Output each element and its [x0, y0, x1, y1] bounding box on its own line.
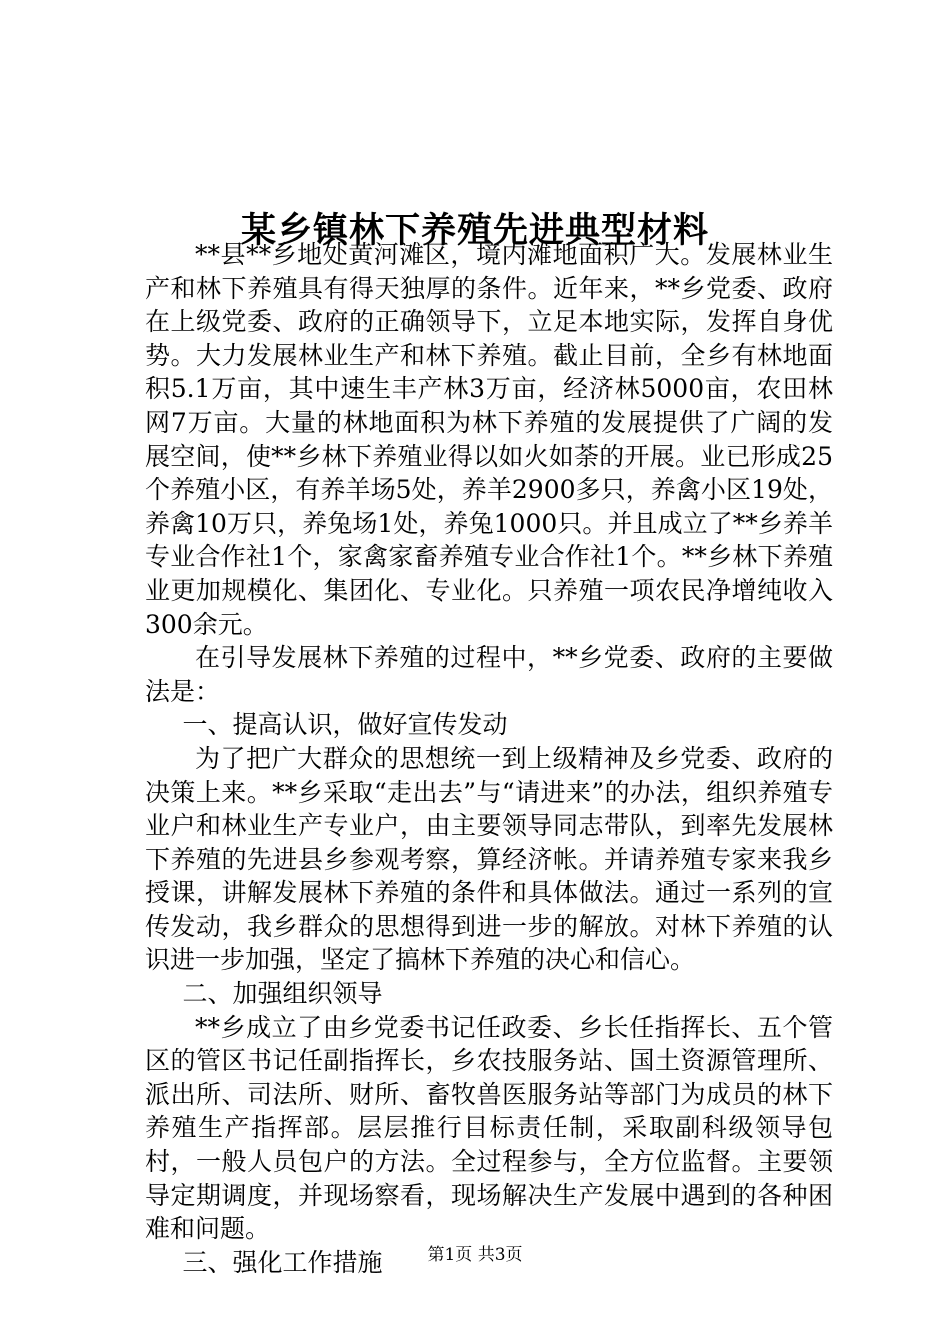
paragraph-section-2: **乡成立了由乡党委书记任政委、乡长任指挥长、五个管区的管区书记任副指挥长，乡农技服务站、国土资源管理所、派出所、司法所、财所、畜牧兽医服务站等部门为成员的林下养殖生产指挥部。层层推行目标责任制，采取副科级领导包村，一般人员包户的方法。全过程参与，全方位监督。主要领导定期调度，并现场察看，现场解决生产发展中遇到的各种困难和问题。 — [145, 1012, 833, 1244]
section-heading-1: 一、提高认识，做好宣传发动 — [182, 710, 508, 740]
section-heading-2: 二、加强组织领导 — [182, 979, 383, 1009]
document-body — [145, 238, 833, 1279]
section-heading-3: 三、强化工作措施 — [182, 1247, 383, 1277]
paragraph-section-1: 为了把广大群众的思想统一到上级精神及乡党委、政府的决策上来。**乡采取“走出去”与“请进来”的办法，组织养殖专业户和林业生产专业户，由主要领导同志带队，到率先发展林下养殖的先进县乡参观考察，算经济帐。并请养殖专家来我乡授课，讲解发展林下养殖的条件和具体做法。通过一系列的宣传发动，我乡群众的思想得到进一步的解放。对林下养殖的认识进一步加强，坚定了搞林下养殖的决心和信心。 — [145, 743, 833, 975]
paragraph-methods-lead: 在引导发展林下养殖的过程中，**乡党委、政府的主要做法是： — [145, 643, 833, 706]
paragraph-intro: **县**乡地处黄河滩区，境内滩地面积广大。发展林业生产和林下养殖具有得天独厚的条件。近年来，**乡党委、政府在上级党委、政府的正确领导下，立足本地实际，发挥自身优势。大力发展林业生产和林下养殖。截止目前，全乡有林地面积5.1万亩，其中速生丰产林3万亩，经济林5000亩，农田林网7万亩。大量的林地面积为林下养殖的发展提供了广阔的发展空间，使**乡林下养殖业得以如火如荼的开展。业已形成25个养殖小区，有养羊场5处，养羊2900多只，养禽小区19处，养禽10万只，养兔场1处，养兔1000只。并且成立了**乡养羊专业合作社1个，家禽家畜养殖专业合作社1个。**乡林下养殖业更加规模化、集团化、专业化。只养殖一项农民净增纯收入300余元。 — [145, 240, 833, 639]
page-number-footer: 第1页 共3页 — [427, 1245, 523, 1265]
document-title: 某乡镇林下养殖先进典型材料 — [240, 210, 709, 252]
